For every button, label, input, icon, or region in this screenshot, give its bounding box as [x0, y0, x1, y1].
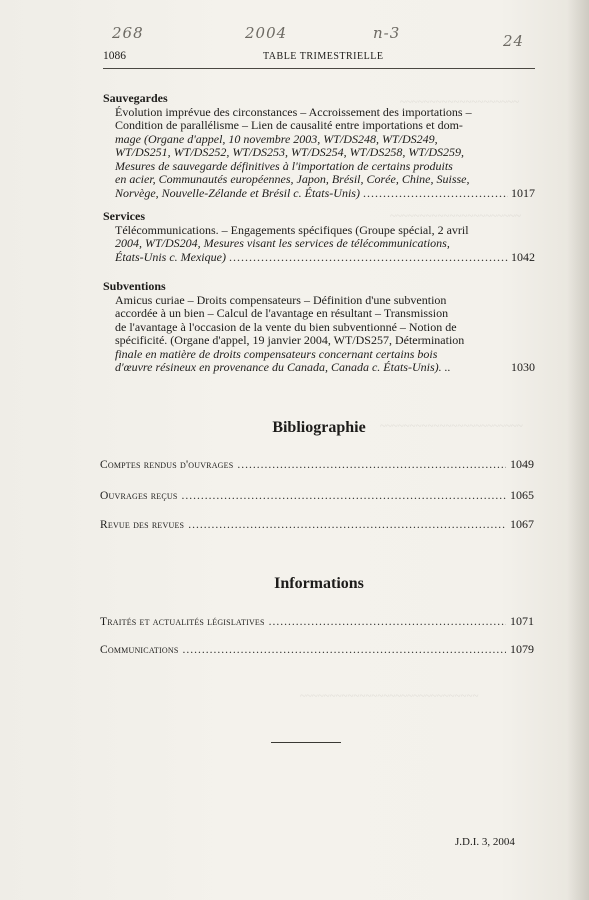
section-services — [103, 210, 535, 264]
separator-rule — [271, 742, 341, 743]
page-reference: 1079 — [510, 642, 534, 656]
leader-dots — [182, 490, 506, 502]
entry-line: spécificité. (Organe d'appel, 19 janvier 2004, WT/DS257, Détermination — [115, 333, 465, 347]
section-title: Subventions — [103, 279, 166, 293]
section-subventions — [103, 280, 535, 375]
entry-last-line — [115, 251, 535, 265]
toc-label: Communications — [100, 644, 179, 656]
page-reference: 1017 — [511, 185, 535, 200]
section-title: Services — [103, 209, 145, 223]
toc-label: Ouvrages reçus — [100, 490, 178, 502]
toc-item-comptes-rendus — [100, 457, 534, 472]
header-rule — [103, 68, 535, 69]
entry-text — [103, 106, 535, 201]
entry-line: Norvège, Nouvelle-Zélande et Brésil c. États-Unis) — [115, 185, 360, 200]
leader-dots — [269, 616, 506, 628]
entry-line: Évolution imprévue des circonstances – Accroissement des importations – — [115, 104, 472, 119]
heading-bibliographie: Bibliographie — [272, 419, 366, 436]
entry-line: mage (Organe d'appel, 10 novembre 2003, WT/DS248, WT/DS249, — [115, 131, 438, 146]
show-through: ~~~~~~~~~~~~~~~~~~~~~~~~~~~~~~ — [300, 690, 479, 702]
page-reference: 1042 — [511, 249, 535, 264]
show-through: ~~~~~~~~~~~~~~~~~~~~ — [400, 96, 520, 108]
page-reference: 1049 — [510, 457, 534, 471]
binding-shadow — [567, 0, 589, 900]
handwritten-note-3: n-3 — [373, 24, 401, 42]
toc-item-revue-des-revues — [100, 517, 534, 532]
page-reference: 1071 — [510, 614, 534, 628]
toc-item-ouvrages-recus — [100, 488, 534, 503]
entry-line: Amicus curiae – Droits compensateurs – Définition d'une subvention — [115, 292, 447, 307]
entry-last-line — [115, 361, 535, 375]
handwritten-note-4: 24 — [503, 32, 525, 50]
heading-informations: Informations — [274, 575, 364, 592]
leader-dots — [188, 519, 506, 531]
entry-line: accordée à un bien – Calcul de l'avantage en résultant – Transmission — [115, 306, 449, 320]
running-title: TABLE TRIMESTRIELLE — [263, 51, 384, 62]
toc-label: Revue des revues — [100, 519, 185, 531]
show-through: ~~~~~~~~~~~~~~~~~~~~~~ — [390, 210, 521, 222]
handwritten-note-1: 268 — [112, 24, 144, 42]
leader-dots — [363, 187, 508, 201]
entry-line: WT/DS251, WT/DS252, WT/DS253, WT/DS254, WT/DS258, WT/DS259, — [115, 145, 465, 159]
leader-dots — [237, 459, 506, 471]
journal-footer: J.D.I. 3, 2004 — [455, 836, 515, 848]
entry-line: finale en matière de droits compensateurs concernant certains bois — [115, 346, 438, 361]
page-reference: 1030 — [511, 360, 535, 374]
page-reference: 1065 — [510, 488, 534, 502]
handwritten-note-2: 2004 — [245, 24, 288, 42]
entry-line: Mesures de sauvegarde définitives à l'importation de certains produits — [115, 158, 453, 173]
entry-line: États-Unis c. Mexique) — [115, 249, 226, 264]
entry-line: de l'avantage à l'occasion de la vente du bien subventionné – Notion de — [115, 319, 457, 334]
page-reference: 1067 — [510, 517, 534, 531]
leader-dots — [182, 644, 506, 656]
toc-item-traites — [100, 614, 534, 629]
section-sauvegardes — [103, 92, 535, 200]
toc-label: Comptes rendus d'ouvrages — [100, 459, 234, 471]
entry-line: d'œuvre résineux en provenance du Canada, Canada c. États-Unis). .. — [115, 360, 451, 374]
toc-item-communications — [100, 642, 534, 657]
toc-label: Traités et actualités législatives — [100, 616, 265, 628]
entry-line: 2004, WT/DS204, Mesures visant les services de télécommunications, — [115, 236, 450, 250]
show-through: ~~~~~~~~~~~~~~~~~~~~~~~~ — [380, 420, 523, 432]
page-header — [103, 50, 535, 66]
entry-line: Télécommunications. – Engagements spécifiques (Groupe spécial, 2 avril — [115, 222, 469, 237]
entry-line: Condition de parallélisme – Lien de causalité entre importations et dom- — [115, 118, 463, 132]
entry-last-line — [115, 187, 535, 201]
leader-dots — [229, 251, 508, 265]
page-number: 1086 — [103, 50, 126, 62]
entry-text — [103, 224, 535, 265]
entry-line: en acier, Communautés européennes, Japon, Brésil, Corée, Chine, Suisse, — [115, 172, 470, 186]
entry-text — [103, 294, 535, 375]
section-title: Sauvegardes — [103, 91, 168, 105]
